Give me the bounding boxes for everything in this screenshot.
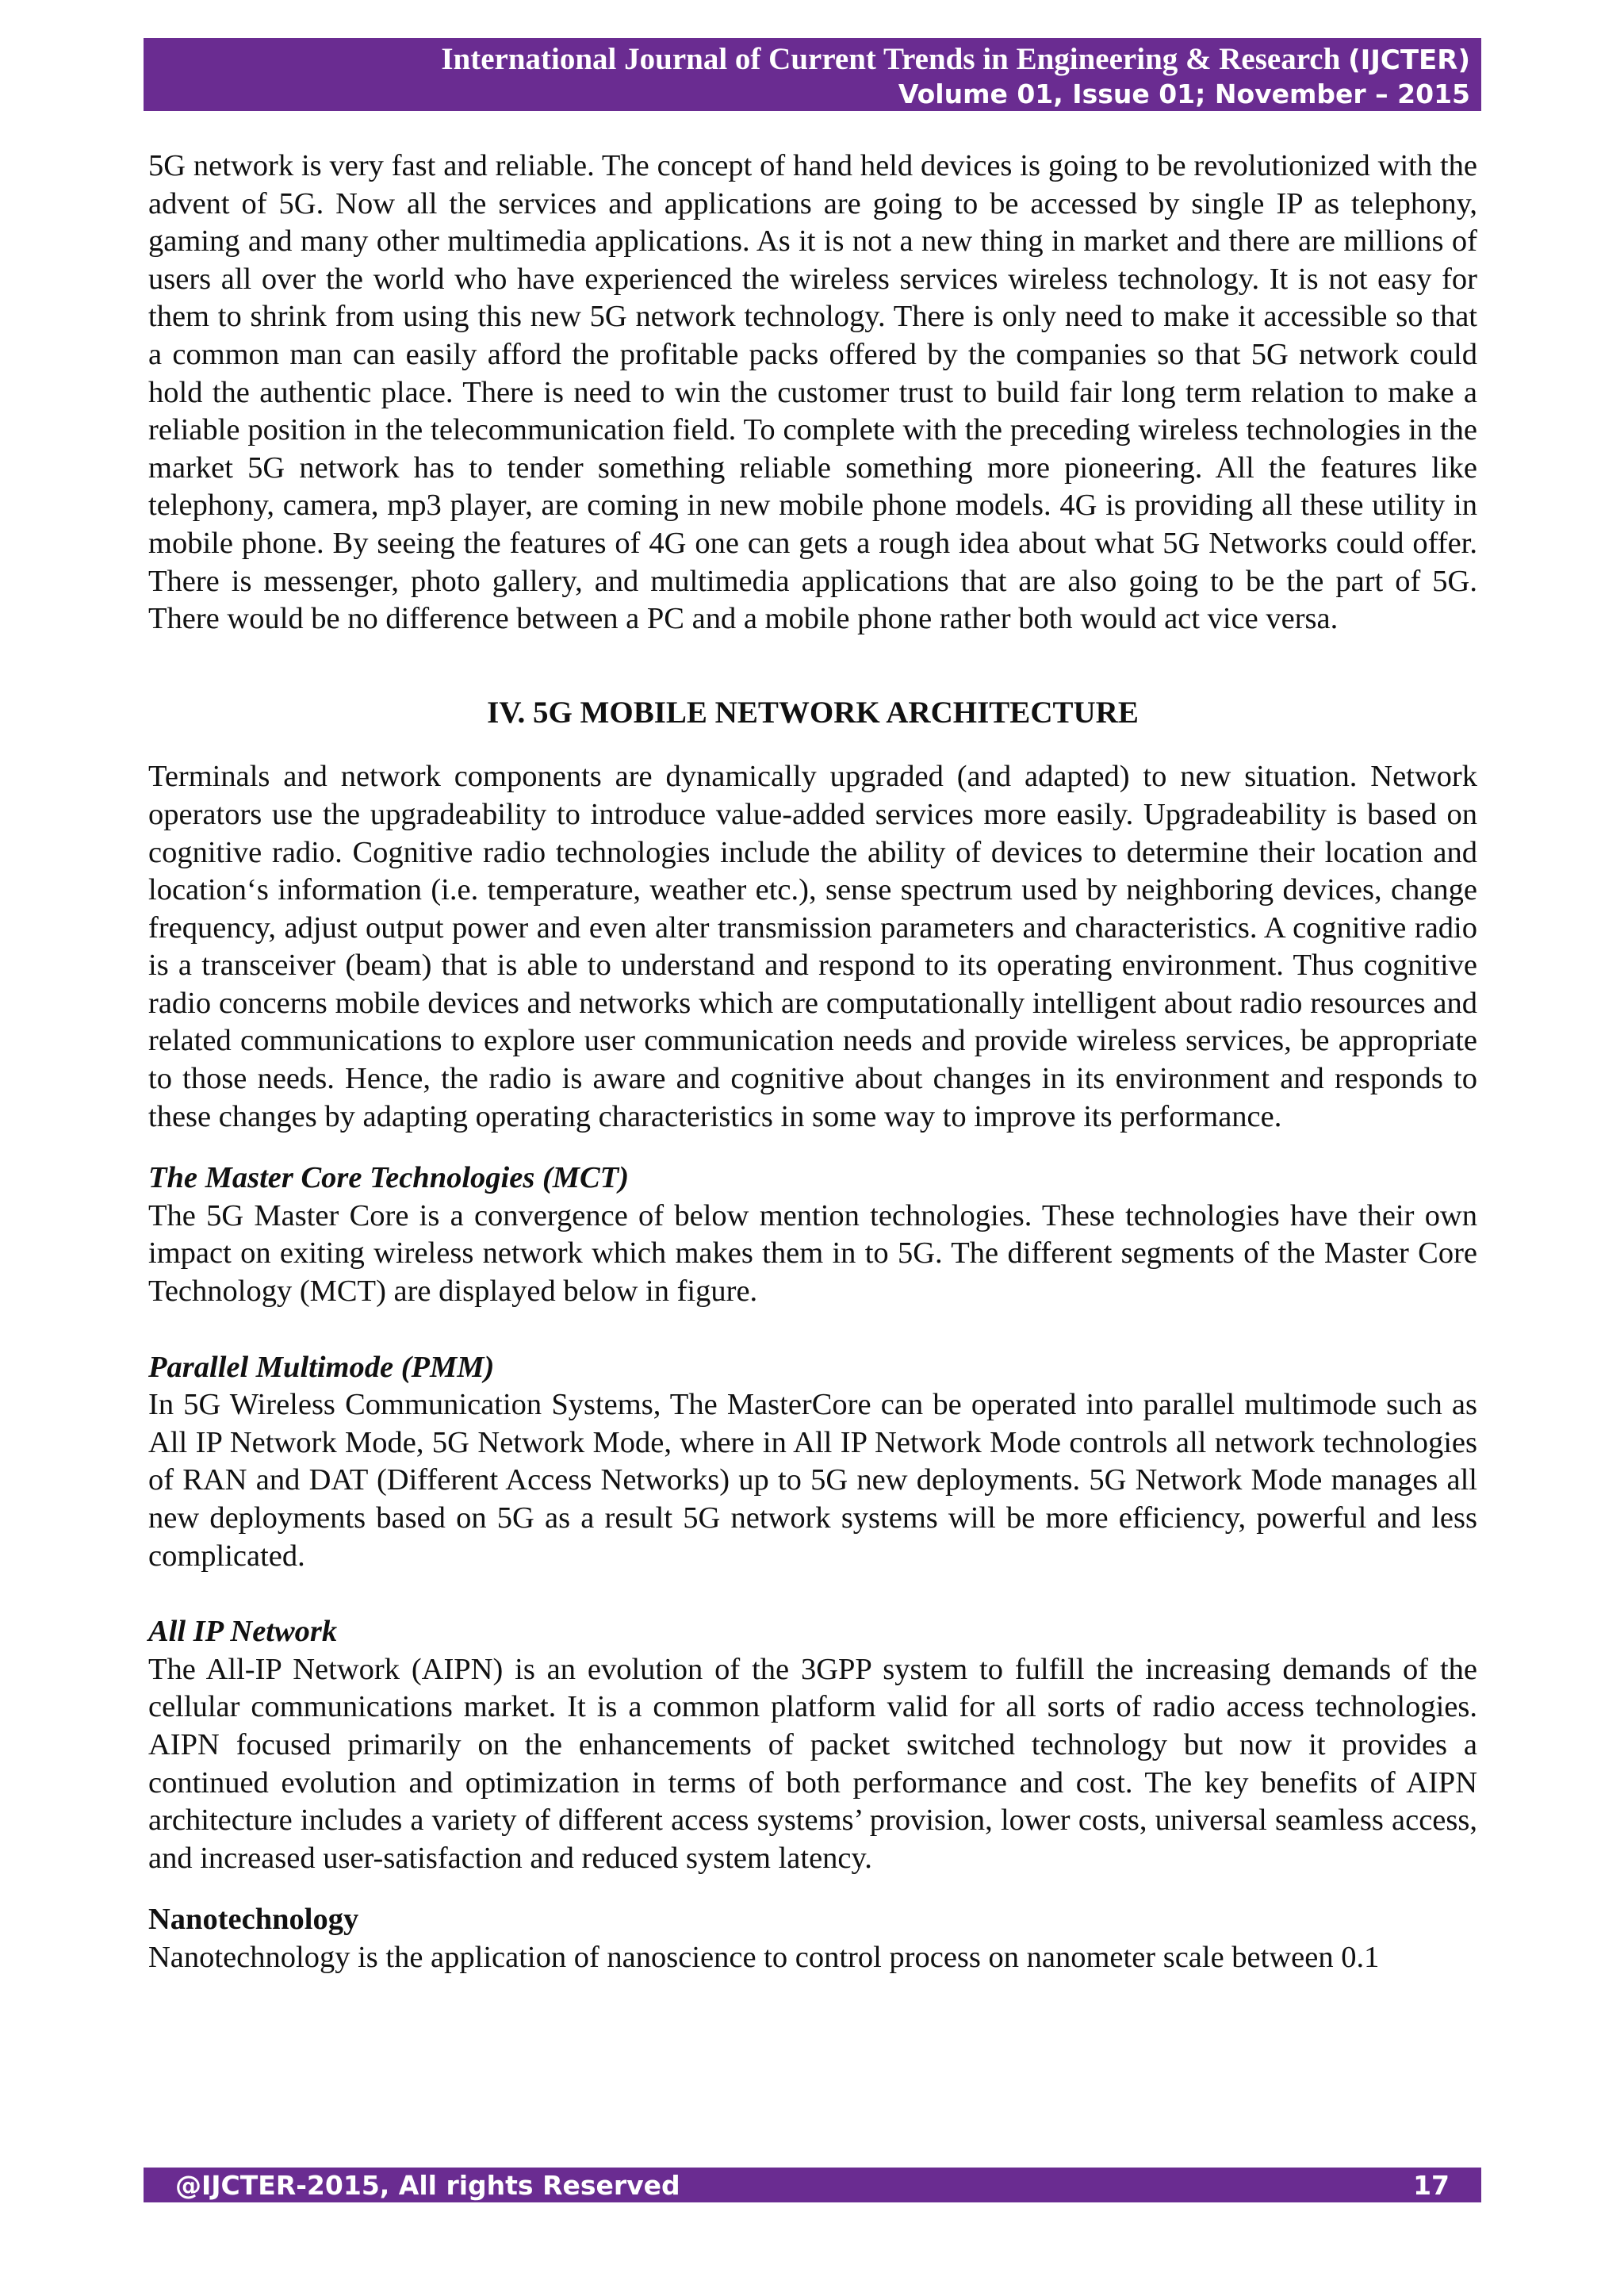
intro-paragraph: 5G network is very fast and reliable. The concept of hand held devices is going to be revolutionized with the advent of 5G. Now all the services and applications are going to be accessed by single IP as telephony, gaming and many other multimedia applications. As it is not a new thing in market and there are millions of users all over the world who have experienced the wireless services wireless technology. It is not easy for them to shrink from using this new 5G network technology. There is only need to make it accessible so that a common man can easily afford the profitable packs offered by the companies so that 5G network could hold the authentic place. There is need to win the customer trust to build fair long term relation to make a reliable position in the telecommunication field. To complete with the preceding wireless technologies in the market 5G network has to tender something reliable something more pioneering. All the features like telephony, camera, mp3 player, are coming in new mobile phone models. 4G is providing all these utility in mobile phone. By seeing the features of 4G one can gets a rough idea about what 5G Networks could offer. There is messenger, photo gallery, and multimedia applications that are also going to be the part of 5G. There would be no difference between a PC and a mobile phone rather both would act vice versa. (148, 149, 1477, 636)
pmm-heading: Parallel Multimode (PMM) (148, 1350, 495, 1384)
page-footer (144, 2168, 1481, 2202)
article-body (148, 148, 1477, 1977)
pmm-paragraph: In 5G Wireless Communication Systems, The MasterCore can be operated into parallel multimode such as All IP Network Mode, 5G Network Mode, where in All IP Network Mode controls all network technologies of RAN and DAT (Different Access Networks) up to 5G new deployments. 5G Network Mode manages all new deployments based on 5G as a result 5G network systems will be more efficiency, powerful and less complicated. (148, 1388, 1477, 1573)
copyright-text: @IJCTER-2015, All rights Reserved (175, 2169, 680, 2201)
section-title: IV. 5G MOBILE NETWORK ARCHITECTURE (487, 695, 1139, 730)
section-paragraph: Terminals and network components are dynamically upgraded (and adapted) to new situation. Network operators use the upgradeability to introduce value-added services more easily. Upgradeability is based on cognitive radio. Cognitive radio technologies include the ability of devices to determine their location and location‘s information (i.e. temperature, weather etc.), sense spectrum used by neighboring devices, change frequency, adjust output power and even alter transmission parameters and characteristics. A cognitive radio is a transceiver (beam) that is able to understand and respond to its operating environment. Thus cognitive radio concerns mobile devices and networks which are computationally intelligent about radio resources and related communications to explore user communication needs and provide wireless services, be appropriate to those needs. Hence, the radio is aware and cognitive about changes in its environment and responds to these changes by adapting operating characteristics in some way to improve its performance. (148, 760, 1477, 1133)
volume-line: Volume 01, Issue 01; November – 2015 (898, 79, 1470, 109)
mct-heading: The Master Core Technologies (MCT) (148, 1161, 630, 1195)
mct-paragraph: The 5G Master Core is a convergence of below mention technologies. These technologies have their own impact on exiting wireless network which makes them in to 5G. The different segments of the Master Core Technology (MCT) are displayed below in figure. (148, 1198, 1477, 1309)
journal-title-line (144, 41, 1470, 79)
journal-header (144, 38, 1481, 111)
journal-abbr: (IJCTER) (1348, 44, 1470, 76)
nano-paragraph: Nanotechnology is the application of nanoscience to control process on nanometer scale between 0.1 (148, 1940, 1380, 1974)
aipn-heading: All IP Network (148, 1615, 338, 1649)
journal-title: International Journal of Current Trends in Engineering & Research (441, 42, 1341, 76)
page-number: 17 (1413, 2169, 1450, 2201)
aipn-paragraph: The All-IP Network (AIPN) is an evolution of the 3GPP system to fulfill the increasing demands of the cellular communications market. It is a common platform valid for all sorts of radio access technologies. AIPN focused primarily on the enhancements of packet switched technology but now it provides a continued evolution and optimization in terms of both performance and cost. The key benefits of AIPN architecture includes a variety of different access systems’ provision, lower costs, universal seamless access, and increased user-satisfaction and reduced system latency. (148, 1652, 1477, 1875)
nano-heading: Nanotechnology (148, 1903, 359, 1937)
